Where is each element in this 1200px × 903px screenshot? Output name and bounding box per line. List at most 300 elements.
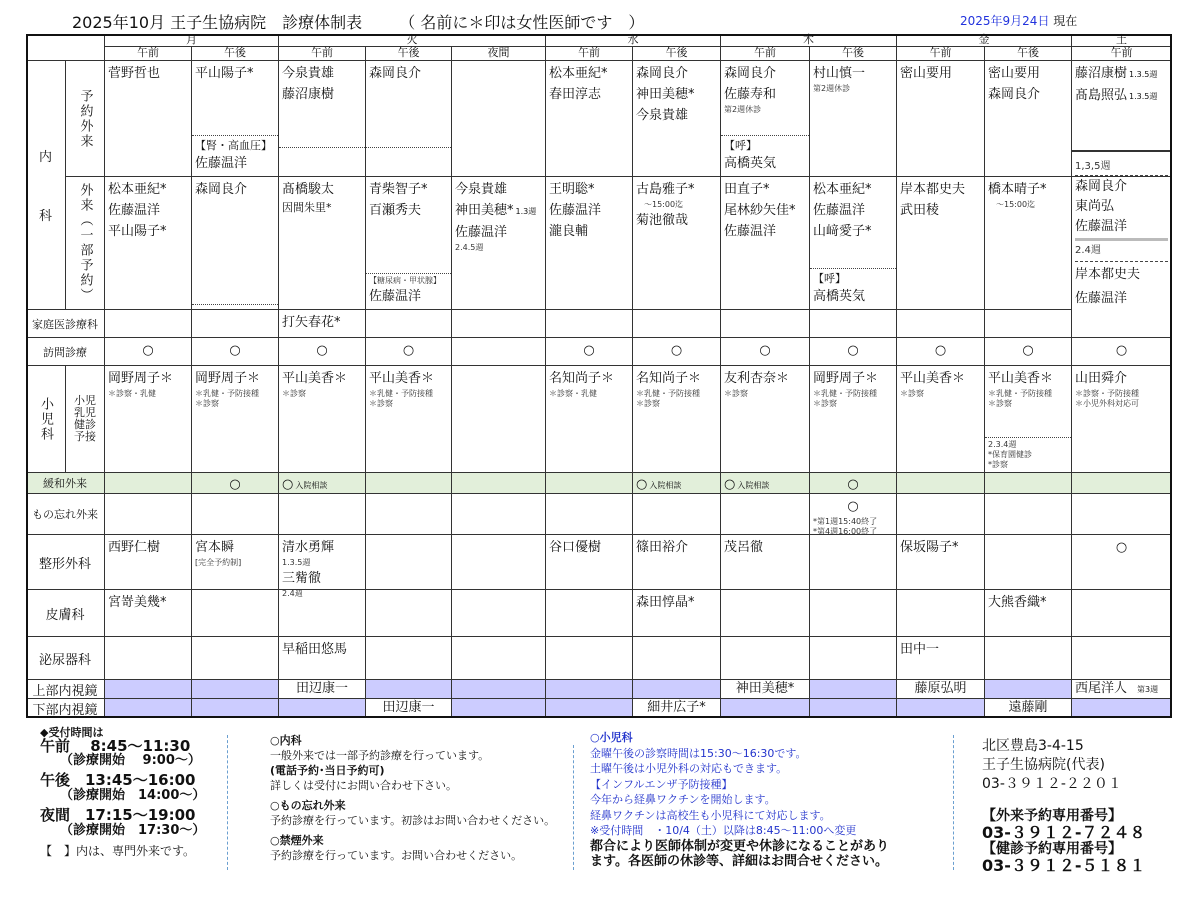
home-visit-cell: [192, 338, 279, 366]
cell-text: 森岡良介: [988, 87, 1041, 102]
doctor-name: [549, 221, 629, 242]
day-label: 月: [186, 33, 197, 46]
notes-naika: [270, 733, 555, 863]
doctor-name: [636, 105, 717, 126]
doctor-name: [900, 680, 981, 697]
cell-text: ＊乳健・予防接種: [636, 389, 700, 398]
cell-text: 神田美穂*: [455, 203, 514, 218]
doctor-name: [724, 153, 806, 174]
cell-text: ＊診察・乳健: [108, 389, 156, 398]
doctor-name: [813, 496, 893, 517]
specialty-section: [279, 147, 365, 176]
schedule-cell: [721, 699, 810, 718]
cell-text: 今泉貴雄: [636, 108, 689, 123]
doctor-name: [988, 699, 1068, 716]
contact-info: [982, 737, 1146, 874]
period-header: [452, 47, 546, 61]
schedule-cell: [897, 494, 985, 535]
cell-text: [完全予約制]: [195, 558, 242, 567]
doctor-name: 佐藤温洋: [1075, 291, 1128, 306]
schedule-cell: [279, 366, 366, 473]
hours-night: 夜間 17:15～19:00: [40, 806, 196, 824]
available-mark: ○: [670, 343, 683, 358]
cell-text: *第1週15:40終了: [813, 517, 878, 526]
doctor-name: [282, 312, 362, 333]
dept-label: 科: [38, 209, 52, 224]
cell-note: [108, 389, 188, 399]
schedule-cell: [366, 590, 452, 637]
cell-text: 西尾洋人: [1075, 681, 1128, 696]
schedule-cell: [366, 494, 452, 535]
cell-text: 佐藤温洋: [455, 225, 508, 240]
schedule-cell: [366, 310, 452, 338]
cell-note: [282, 389, 362, 399]
doctor-name: [900, 368, 981, 389]
schedule-cell: [546, 680, 633, 699]
schedule-cell: [985, 535, 1072, 590]
doctor-name: [549, 84, 629, 105]
schedule-cell: [633, 535, 721, 590]
cell-text: ○: [847, 499, 859, 514]
schedule-cell: [192, 61, 279, 177]
period-label: 夜間: [487, 46, 510, 59]
available-mark: ○: [847, 343, 859, 358]
doctor-name: [900, 200, 981, 221]
cell-text: 2.4週: [282, 589, 303, 598]
cell-text: ＊小児外科対応可: [1075, 399, 1139, 408]
schedule-cell: [721, 637, 810, 680]
row-label-hinyo: [26, 637, 105, 680]
doctor-name: [549, 537, 629, 558]
schedule-cell: [897, 473, 985, 494]
cell-text: 青柴智子*: [369, 182, 428, 197]
day-label: 火: [406, 33, 418, 46]
doctor-name: [636, 592, 717, 613]
mono-title: ○もの忘れ外来: [270, 799, 346, 812]
dept-label: 内: [38, 150, 52, 165]
cell-text: 高橋英気: [724, 156, 777, 171]
schedule-cell: [192, 473, 279, 494]
cell-text: 森田惇晶*: [636, 595, 695, 610]
schedule-cell: [810, 310, 897, 338]
address: 北区豊島3-4-15: [982, 738, 1084, 754]
cell-text: 平山美香＊: [369, 371, 435, 386]
mono-note: 予約診療を行っています。初診はお問い合わせください。: [270, 814, 556, 827]
cell-text: 田辺康一: [382, 700, 435, 715]
cell-text: ＊乳健・予防接種: [369, 389, 433, 398]
schedule-cell: [546, 590, 633, 637]
available-mark: ○: [229, 343, 241, 358]
naika-note: 一般外来では一部予約診療を行っています。: [270, 749, 490, 762]
cell-text: 細井広子*: [647, 700, 706, 715]
doctor-name: [724, 475, 806, 495]
schedule-cell: [105, 680, 192, 699]
available-mark: ○: [142, 343, 154, 358]
period-label: 午後: [842, 46, 864, 59]
day-label: 水: [627, 33, 639, 46]
schedule-cell: [897, 61, 985, 177]
cell-text: ○: [724, 477, 736, 492]
cell-text: 岡野周子＊: [195, 371, 261, 386]
cell-note: [195, 138, 275, 153]
doctor-name: [108, 368, 188, 389]
doctor-name: [369, 200, 448, 221]
period-label: 午前: [1110, 46, 1133, 59]
schedule-cell: [897, 590, 985, 637]
schedule-cell: [897, 699, 985, 718]
schedule-cell: [633, 494, 721, 535]
schedule-cell: [366, 680, 452, 699]
notes-shoni: [590, 730, 889, 869]
row-label-kabu: [26, 699, 105, 718]
home-visit-cell: [810, 338, 897, 366]
home-visit-cell: [721, 338, 810, 366]
specialty-section: [366, 147, 451, 176]
cell-text: 【腎・高血圧】: [195, 139, 272, 152]
shoni-title: ○小児科: [590, 731, 633, 744]
cell-text: ＊診察: [195, 399, 219, 408]
doctor-name: [988, 368, 1068, 389]
schedule-cell: [897, 637, 985, 680]
doctor-name: [282, 84, 362, 105]
doctor-name: [636, 63, 717, 84]
row-label: 整形外科: [38, 556, 91, 572]
doctor-name: [369, 63, 448, 84]
home-visit-cell: [985, 338, 1072, 366]
doctor-name: [988, 179, 1068, 200]
cell-note: [369, 276, 448, 286]
period-header: [279, 47, 366, 61]
cell-text: *第4週16:00終了: [813, 527, 878, 536]
schedule-cell: [192, 680, 279, 699]
schedule-cell: [192, 310, 279, 338]
hospital-name: 王子生協病院(代表): [982, 757, 1105, 773]
schedule-cell: [985, 699, 1072, 718]
schedule-cell: [721, 590, 810, 637]
schedule-cell: [985, 473, 1072, 494]
doctor-name: [195, 368, 275, 389]
cell-note: [988, 399, 1068, 409]
cell-note: [813, 399, 893, 409]
row-label-houmon: [26, 338, 105, 366]
cell-text: 2.4.5週: [455, 243, 484, 252]
schedule-cell: [810, 590, 897, 637]
doctor-name: [813, 475, 893, 494]
cell-text: 藤沼康樹: [282, 87, 335, 102]
cell-text: ○: [229, 477, 241, 492]
cell-text: 今泉貴雄: [282, 66, 335, 81]
schedule-cell: [721, 366, 810, 473]
cell-note: [813, 271, 893, 286]
schedule-cell: [721, 680, 810, 699]
schedule-cell: [366, 699, 452, 718]
day-header: [546, 34, 721, 47]
doctor-name: [108, 221, 188, 242]
cell-text: 髙島照弘: [1075, 88, 1128, 103]
cell-note: [636, 200, 717, 210]
period-label: 午前: [137, 46, 159, 59]
doctor-name: [636, 210, 717, 231]
doctor-name: [108, 63, 188, 84]
cell-note: [724, 105, 806, 115]
cell-text: 大熊香織*: [988, 595, 1047, 610]
doctor-name: [282, 639, 362, 660]
hours-title: ◆受付時間は: [40, 726, 104, 739]
cell-text: 佐藤温洋: [813, 203, 866, 218]
period-header: [633, 47, 721, 61]
sub-shoni: [66, 366, 105, 473]
cell-text: ＊乳健・予防接種: [195, 389, 259, 398]
period-header: [366, 47, 452, 61]
checkup-label: 【健診予約専用番号】: [982, 841, 1122, 857]
cell-note: [900, 389, 981, 399]
doctor-name: [195, 537, 275, 558]
row-label: 上部内視鏡: [32, 683, 98, 699]
doctor-name: [369, 368, 448, 389]
row-label-monowasure: [26, 494, 105, 535]
period-header: [105, 47, 192, 61]
cell-note: [282, 200, 362, 215]
doctor-name: [369, 286, 448, 307]
cell-text: 平山陽子*: [195, 66, 254, 81]
row-label: 下部内視鏡: [32, 702, 98, 718]
schedule-cell: [279, 310, 366, 338]
dept-shoni: [26, 366, 66, 473]
schedule-cell: [452, 680, 546, 699]
schedule-cell: [1072, 473, 1172, 494]
cell-text: 佐藤寿和: [724, 87, 777, 102]
doctor-name: [813, 286, 893, 307]
cell-text: ＊診察・予防接種: [1075, 389, 1139, 398]
cell-text: 松本亜紀*: [108, 182, 167, 197]
schedule-cell: [810, 680, 897, 699]
cell-text: ＊診察: [636, 399, 660, 408]
cell-note: [195, 558, 275, 568]
schedule-cell: [810, 177, 897, 310]
doctor-name: [813, 179, 893, 200]
period-label: 午前: [311, 46, 333, 59]
schedule-cell: [985, 494, 1072, 535]
doctor-name: [549, 63, 629, 84]
schedule-cell: [810, 473, 897, 494]
period-label: 午前: [754, 46, 776, 59]
cell-note: [636, 389, 717, 399]
doctor-name: [549, 200, 629, 221]
cell-text: 【呼】: [813, 272, 846, 285]
cell-text: 田中一: [900, 642, 940, 657]
cell-note: [724, 389, 806, 399]
hours-night-start: （診療開始 17:30～）: [60, 823, 206, 838]
cell-text: *診察: [988, 460, 1008, 469]
cell-text: 森岡良介: [636, 66, 689, 81]
schedule-cell: [452, 494, 546, 535]
schedule-cell: [105, 366, 192, 473]
schedule-cell: [366, 177, 452, 310]
hours-am: 午前 8:45～11:30: [40, 737, 191, 755]
doctor-name: [900, 537, 981, 558]
schedule-cell: [897, 310, 985, 338]
schedule-cell: [279, 680, 366, 699]
cell-text: ○: [282, 477, 294, 492]
schedule-cell: [985, 310, 1072, 338]
specialty-section: [985, 437, 1071, 472]
cell-text: 武田稜: [900, 203, 940, 218]
day-header: [105, 34, 279, 47]
cell-text: 藤原弘明: [914, 681, 967, 696]
specialty-section: [721, 135, 809, 176]
cell-note: [549, 389, 629, 399]
doctor-name: 東尚弘: [1075, 199, 1115, 214]
schedule-cell: [546, 637, 633, 680]
schedule-cell: [192, 366, 279, 473]
cell-note: [813, 517, 893, 527]
cell-note: [455, 243, 542, 253]
cell-text: 平山美香＊: [988, 371, 1054, 386]
schedule-cell: [279, 473, 366, 494]
schedule-cell: [1072, 680, 1172, 699]
cell-text: 菅野哲也: [108, 66, 161, 81]
cell-text: ＊診察: [813, 399, 837, 408]
schedule-cell: [633, 590, 721, 637]
row-label-hifu: [26, 590, 105, 637]
schedule-cell: [546, 177, 633, 310]
cell-text: 清水勇輝: [282, 540, 335, 555]
schedule-cell: [192, 494, 279, 535]
cell-text: 神田美穂*: [636, 87, 695, 102]
cell-text: 古島雅子*: [636, 182, 695, 197]
schedule-cell: [192, 637, 279, 680]
schedule-cell: [192, 699, 279, 718]
schedule-cell: [633, 177, 721, 310]
doctor-name: [1075, 537, 1168, 558]
period-label: 午前: [929, 46, 952, 59]
home-visit-cell: [897, 338, 985, 366]
doctor-name: [455, 222, 542, 243]
schedule-cell: [1072, 535, 1172, 590]
doctor-name: [108, 179, 188, 200]
doctor-name: [108, 200, 188, 221]
schedule-cell: [1072, 637, 1172, 680]
cell-text: 今泉貴雄: [455, 182, 508, 197]
period-header: [897, 47, 985, 61]
period-label: 午後: [397, 46, 420, 59]
row-label-kanwa: [26, 473, 105, 494]
schedule-cell: [985, 680, 1072, 699]
home-visit-cell: [1072, 338, 1172, 366]
doctor-name: [900, 179, 981, 200]
schedule-cell: [810, 535, 897, 590]
cell-text: 岸本都史夫: [900, 182, 966, 197]
cell-text: 友利杏奈＊: [724, 371, 790, 386]
doctor-name: [549, 179, 629, 200]
doctor-name: 岸本都史夫: [1075, 267, 1141, 282]
cell-text: 佐藤温洋: [108, 203, 161, 218]
schedule-cell: [105, 699, 192, 718]
schedule-cell: [985, 637, 1072, 680]
schedule-cell: [279, 637, 366, 680]
schedule-cell: [546, 494, 633, 535]
week-note: 入院相談: [737, 481, 770, 490]
schedule-cell: [985, 177, 1072, 310]
cell-text: 平山美香＊: [900, 371, 966, 386]
schedule-cell: [546, 699, 633, 718]
schedule-cell: [810, 61, 897, 177]
doctor-name: [724, 537, 806, 558]
cell-text: 春田淳志: [549, 87, 602, 102]
cell-text: 2.3.4週: [988, 440, 1017, 449]
cell-text: 王明聡*: [549, 182, 595, 197]
doctor-name: [282, 475, 362, 495]
period-label: 午前: [578, 46, 600, 59]
cell-text: 神田美穂*: [735, 681, 795, 696]
schedule-cell: [1072, 366, 1172, 473]
cell-text: 名知尚子＊: [549, 371, 615, 386]
schedule-cell: [279, 61, 366, 177]
doctor-name: [813, 63, 893, 84]
schedule-cell: [452, 535, 546, 590]
row-label-seikei: [26, 535, 105, 590]
day-label: 金: [978, 33, 990, 46]
available-mark: ○: [1115, 343, 1128, 358]
cell-text: 森岡良介: [369, 66, 422, 81]
cell-text: ＊診察・乳健: [549, 389, 597, 398]
doctor-name: 佐藤温洋: [1075, 219, 1128, 234]
home-visit-cell: [366, 338, 452, 366]
sub-ippan: [66, 177, 105, 310]
specialty-section: [366, 273, 451, 309]
doctor-name: [282, 63, 362, 84]
period-header: [721, 47, 810, 61]
schedule-cell: [105, 590, 192, 637]
reserve-label: 【外来予約専用番号】: [982, 808, 1122, 824]
period-header: [1072, 47, 1172, 61]
doctor-name: [108, 592, 188, 613]
schedule-cell: [633, 680, 721, 699]
bracket-note: 【 】内は、専門外来です。: [40, 844, 196, 858]
cell-text: ＊診察: [900, 389, 924, 398]
schedule-cell: [105, 177, 192, 310]
cell-note: [988, 389, 1068, 399]
cell-text: 早稲田悠馬: [282, 642, 348, 657]
doctor-name: [724, 200, 806, 221]
schedule-cell: [810, 699, 897, 718]
kinen-title: ○禁煙外来: [270, 834, 324, 847]
as-of-date: [960, 12, 1077, 29]
day-label: 土: [1116, 33, 1127, 46]
cell-text: 茂呂徹: [724, 540, 764, 555]
doctor-name: [900, 639, 981, 660]
schedule-cell: [721, 310, 810, 338]
doctor-name: [108, 537, 188, 558]
sub-label: 予約外来: [77, 88, 93, 149]
cell-text: 佐藤温洋: [369, 289, 422, 304]
warning-text: ます。各医師の休診等、詳細はお問合せください。: [590, 853, 888, 869]
available-mark: ○: [759, 343, 771, 358]
hours-pm: 午後 13:45～16:00: [40, 771, 196, 789]
schedule-cell: [721, 535, 810, 590]
cell-text: 佐藤温洋: [195, 156, 248, 171]
specialty-section: [192, 135, 278, 176]
home-visit-cell: [633, 338, 721, 366]
schedule-cell: [192, 535, 279, 590]
shoni-note: 金曜午後の診察時間は15:30～16:30です。: [590, 746, 807, 760]
cell-text: 篠田裕介: [636, 540, 689, 555]
schedule-cell: [897, 535, 985, 590]
cell-text: 藤沼康樹: [1075, 66, 1128, 81]
cell-text: 松本亜紀*: [549, 66, 608, 81]
week-note: 入院相談: [649, 481, 682, 490]
available-mark: ○: [316, 343, 328, 358]
